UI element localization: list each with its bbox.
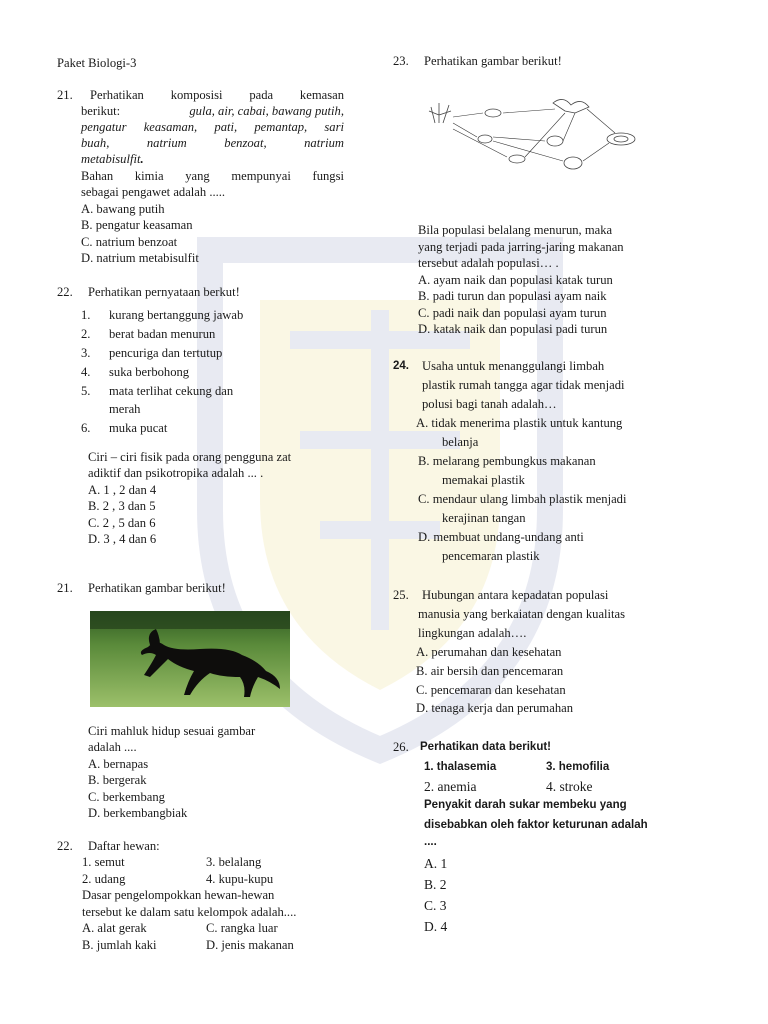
question-number: 21. [57, 88, 73, 102]
question-text: tersebut adalah populasi… . [418, 256, 559, 270]
horse-photo [90, 611, 290, 707]
rice-plant-icon [429, 103, 451, 123]
question-text: Bila populasi belalang menurun, maka [418, 223, 613, 237]
answer-option-c[interactable]: C. 3 [424, 898, 447, 913]
question-text: adiktif dan psikotropika adalah ... . [88, 466, 264, 480]
question-text: manusia yang berkaiatan dengan kualitas [418, 607, 626, 621]
answer-option-d[interactable]: D. natrium metabisulfit [81, 251, 199, 265]
question-text: Perhatikan pernyataan berkut! [88, 285, 240, 299]
statement-number: 5. [81, 384, 91, 398]
answer-option-d[interactable]: D. tenaga kerja dan perumahan [416, 701, 573, 715]
food-web-arrow [453, 113, 483, 117]
ingredient-list: pengatur keasaman, pati, pemantap, sari [81, 120, 344, 134]
answer-option-b[interactable]: B. bergerak [88, 773, 147, 787]
answer-option-c[interactable]: C. berkembang [88, 790, 165, 804]
lizard-icon [509, 155, 525, 163]
food-web-diagram [425, 93, 655, 173]
question-text: Daftar hewan: [88, 839, 160, 853]
ingredient-list: gula, air, cabai, bawang putih, [189, 104, 344, 118]
question-text: berikut: [81, 104, 121, 118]
answer-option-a[interactable]: A. bawang putih [81, 202, 165, 216]
question-text: yang terjadi pada jarring-jaring makanan [418, 240, 624, 254]
question-text: Penyakit darah sukar membeku yang [424, 799, 627, 811]
answer-option-b[interactable]: B. padi turun dan populasi ayam naik [418, 289, 607, 303]
question-text: Perhatikan gambar berikut! [424, 54, 562, 68]
statement-number: 1. [81, 308, 91, 322]
statement-text: merah [109, 402, 141, 416]
answer-option-d-cont: pencemaran plastik [442, 549, 540, 563]
statement-number: 4. [81, 365, 91, 379]
statement-number: 2. [81, 327, 91, 341]
question-text: sebagai pengawet adalah ..... [81, 185, 226, 199]
answer-option-b[interactable]: B. melarang pembungkus makanan [418, 454, 596, 468]
food-web-arrow [493, 141, 563, 161]
answer-option-c-cont: kerajinan tangan [442, 511, 526, 525]
animal-list-item: 2. udang [82, 872, 126, 886]
answer-option-d[interactable]: D. berkembangbiak [88, 806, 188, 820]
food-web-arrow [563, 113, 575, 141]
statement-text: kurang bertanggung jawab [109, 308, 244, 322]
food-web-arrow [503, 109, 555, 113]
question-number: 22. [57, 839, 73, 853]
answer-option-b[interactable]: B. 2 , 3 dan 5 [88, 499, 156, 513]
answer-option-a[interactable]: A. 1 , 2 dan 4 [88, 483, 157, 497]
answer-option-a[interactable]: A. bernapas [88, 757, 149, 771]
animal-list-item: 1. semut [82, 855, 125, 869]
statement-text: berat badan menurun [109, 327, 216, 341]
answer-option-b[interactable]: B. jumlah kaki [82, 938, 157, 952]
answer-option-c[interactable]: C. mendaur ulang limbah plastik menjadi [418, 492, 627, 506]
question-text: Usaha untuk menanggulangi limbah [422, 359, 605, 373]
chicken-icon [564, 157, 582, 169]
answer-option-b[interactable]: B. 2 [424, 877, 447, 892]
ingredient-word: benzoat, [224, 136, 267, 150]
question-text: Ciri – ciri fisik pada orang pengguna zat [88, 450, 292, 464]
answer-option-d[interactable]: D. 3 , 4 dan 6 [88, 532, 157, 546]
food-web-arrow [493, 137, 545, 141]
answer-option-a[interactable]: A. alat gerak [82, 921, 147, 935]
ingredient-list-line [81, 135, 344, 151]
answer-option-a-cont: belanja [442, 435, 479, 449]
answer-option-c[interactable]: C. padi naik dan populasi ayam turun [418, 306, 607, 320]
data-item: 2. anemia [424, 779, 477, 794]
answer-option-c[interactable]: C. pencemaran dan kesehatan [416, 683, 566, 697]
food-web-arrow [525, 113, 565, 157]
food-web-arrow [453, 129, 507, 157]
statement-text: muka pucat [109, 421, 168, 435]
answer-option-c[interactable]: C. rangka luar [206, 921, 278, 935]
question-text-line [81, 103, 344, 119]
data-item: 4. stroke [546, 779, 593, 794]
answer-option-a[interactable]: A. ayam naik dan populasi katak turun [418, 273, 613, 287]
question-text: lingkungan adalah…. [418, 626, 527, 640]
answer-option-b[interactable]: B. pengatur keasaman [81, 218, 193, 232]
decomposer-icon [607, 133, 635, 145]
question-text: Bahan kimia yang mempunyai fungsi [81, 169, 344, 183]
question-text: Dasar pengelompokkan hewan-hewan [82, 888, 275, 902]
food-web-arrow [583, 143, 609, 161]
question-text: disebabkan oleh faktor keturunan adalah [424, 819, 648, 831]
question-text: Perhatikan gambar berikut! [88, 581, 226, 595]
question-number: 23. [393, 54, 409, 68]
question-text: tersebut ke dalam satu kelompok adalah.... [82, 905, 297, 919]
question-number: 26. [393, 740, 409, 754]
ingredient-word: buah, [81, 136, 110, 150]
page-title: Paket Biologi-3 [57, 56, 137, 70]
question-text: Ciri mahluk hidup sesuai gambar [88, 724, 256, 738]
frog-icon [547, 136, 563, 146]
ingredient-word: natrium [304, 136, 344, 150]
answer-option-b[interactable]: B. air bersih dan pencemaran [416, 664, 564, 678]
question-text: .... [424, 836, 437, 848]
animal-list-item: 3. belalang [206, 855, 262, 869]
statement-text: suka berbohong [109, 365, 190, 379]
question-number: 25. [393, 588, 409, 602]
grasshopper-icon [478, 135, 492, 143]
question-text: adalah .... [88, 740, 137, 754]
question-text: Perhatikan data berikut! [420, 741, 552, 753]
answer-option-d[interactable]: D. jenis makanan [206, 938, 294, 952]
animal-list-item: 4. kupu-kupu [206, 872, 274, 886]
bird-icon [485, 109, 501, 117]
answer-option-d[interactable]: D. katak naik dan populasi padi turun [418, 322, 608, 336]
question-number: 21. [57, 581, 73, 595]
answer-option-a[interactable]: A. tidak menerima plastik untuk kantung [416, 416, 623, 430]
data-item: 1. thalasemia [424, 761, 497, 773]
answer-option-c[interactable]: C. 2 , 5 dan 6 [88, 516, 156, 530]
answer-option-a[interactable]: A. perumahan dan kesehatan [416, 645, 562, 659]
statement-text: pencuriga dan tertutup [109, 346, 223, 360]
answer-option-a[interactable]: A. 1 [424, 856, 448, 871]
food-web-arrow [587, 109, 615, 133]
ingredient-word: natrium [146, 136, 187, 150]
ingredient-word: metabisulfit [81, 152, 141, 166]
question-text: plastik rumah tangga agar tidak menjadi [422, 378, 625, 392]
question-text: polusi bagi tanah adalah… [422, 397, 557, 411]
answer-option-b-cont: memakai plastik [442, 473, 525, 487]
data-item: 3. hemofilia [546, 761, 610, 773]
question-number: 22. [57, 285, 73, 299]
answer-option-c[interactable]: C. natrium benzoat [81, 235, 178, 249]
answer-option-d[interactable]: D. 4 [424, 919, 448, 934]
question-text: Hubungan antara kepadatan populasi [422, 588, 609, 602]
hawk-icon [553, 99, 589, 113]
statement-text: mata terlihat cekung dan [109, 384, 234, 398]
ingredient-list: metabisulfit. [81, 152, 144, 166]
statement-number: 3. [81, 346, 91, 360]
statement-number: 6. [81, 421, 91, 435]
question-number: 24. [393, 360, 409, 372]
answer-option-d[interactable]: D. membuat undang-undang anti [418, 530, 584, 544]
question-text: Perhatikan komposisi pada kemasan [90, 88, 344, 102]
